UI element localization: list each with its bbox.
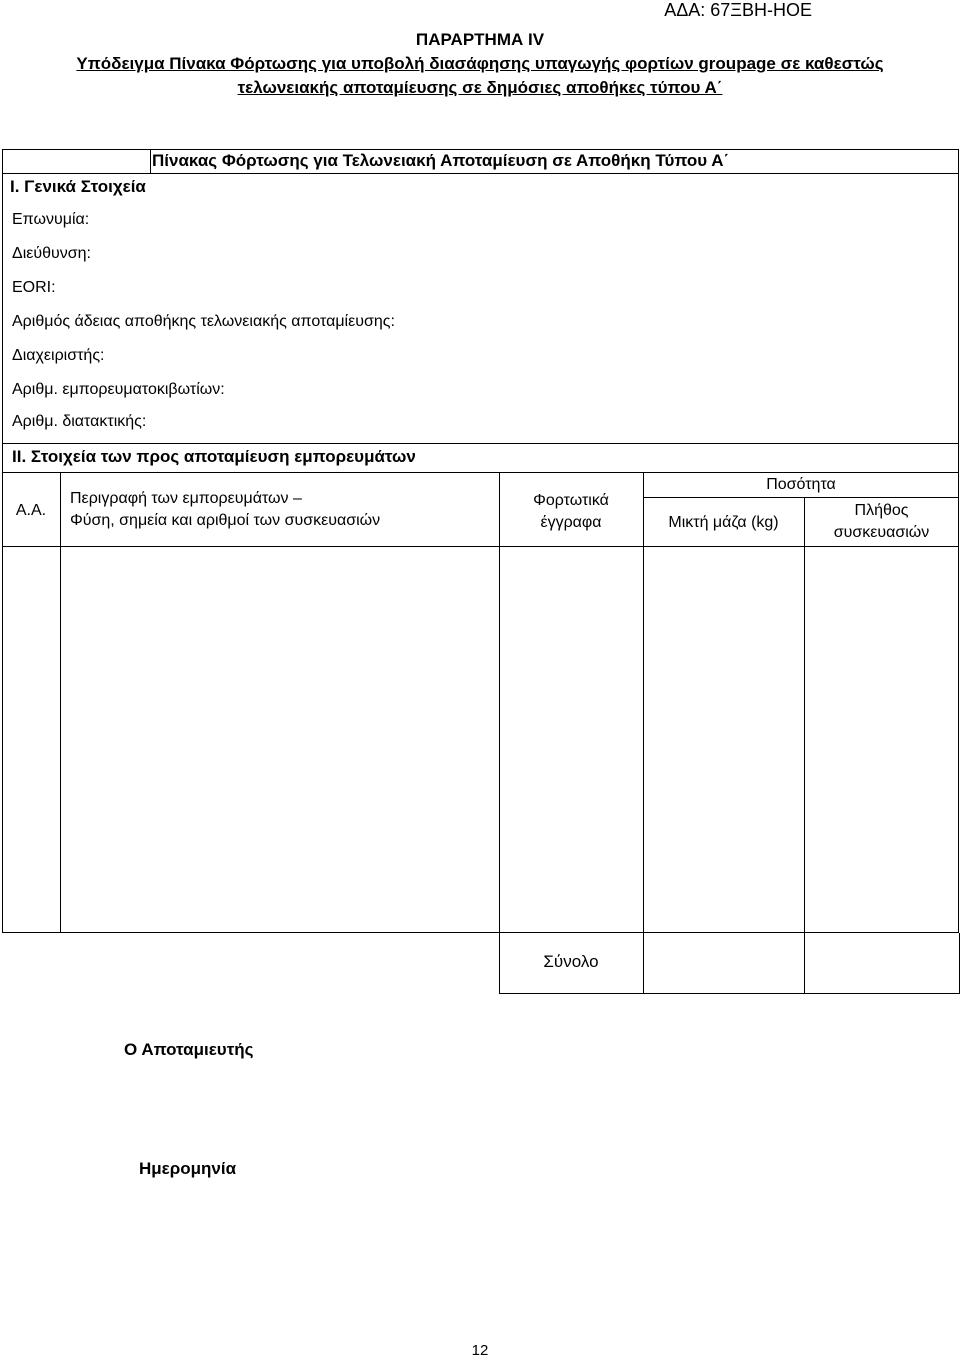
field-order-number: Αριθμ. διατακτικής: <box>12 413 147 430</box>
date-label: Ημερομηνία <box>139 1159 237 1178</box>
field-manager: Διαχειριστής: <box>12 347 105 364</box>
col-header-packages-line2: συσκευασιών <box>833 524 930 541</box>
col-divider-documents <box>643 472 644 994</box>
col-header-documents <box>499 490 643 534</box>
col-header-description <box>70 488 380 532</box>
goods-table-body <box>2 546 959 933</box>
field-address: Διεύθυνση: <box>12 245 91 262</box>
col-divider-description <box>499 472 500 994</box>
quantity-subheader-rule <box>643 497 959 498</box>
col-divider-aa <box>60 472 61 933</box>
section-divider <box>2 443 959 444</box>
col-header-aa: Α.Α. <box>15 502 47 519</box>
col-header-description-line2: Φύση, σημεία και αριθμοί των συσκευασιών <box>70 512 381 529</box>
subtitle-line-2: τελωνειακής αποταμίευσης σε δημόσιες αποθήκες τύπου Α΄ <box>237 78 723 97</box>
col-header-documents-line2: έγγραφα <box>540 514 602 531</box>
field-eori: EORI: <box>12 279 56 296</box>
field-company-name: Επωνυμία: <box>12 211 90 228</box>
subtitle-line-1: Υπόδειγμα Πίνακα Φόρτωσης για υποβολή διασάφησης υπαγωγής φορτίων groupage σε καθεστώς <box>76 54 884 73</box>
total-row-bottom <box>499 993 959 994</box>
header-row-top <box>2 472 959 473</box>
field-containers: Αριθμ. εμπορευματοκιβωτίων: <box>12 381 225 398</box>
col-header-packages-line1: Πλήθος <box>854 502 909 519</box>
total-label: Σύνολο <box>543 952 599 971</box>
ada-code: ΑΔΑ: 67ΞΒΗ-ΗΟΕ <box>664 0 812 20</box>
col-header-quantity: Ποσότητα <box>766 476 836 493</box>
page-number: 12 <box>471 1342 489 1359</box>
table-top-rule <box>2 173 959 174</box>
col-header-gross-mass: Μικτή μάζα (kg) <box>668 514 779 531</box>
annex-title: ΠΑΡΑΡΤΗΜΑ IV <box>415 30 545 49</box>
col-header-packages <box>804 500 959 544</box>
field-warehouse-license: Αριθμός άδειας αποθήκης τελωνειακής αποταμίευσης: <box>12 313 395 330</box>
table-title-divider <box>150 149 151 174</box>
col-header-documents-line1: Φορτωτικά <box>533 492 609 509</box>
col-header-description-line1: Περιγραφή των εμπορευμάτων – <box>70 490 302 507</box>
col-divider-mass <box>804 497 805 994</box>
section-goods-data: ΙΙ. Στοιχεία των προς αποταμίευση εμπορευμάτων <box>12 447 416 466</box>
section-general-data: Ι. Γενικά Στοιχεία <box>10 177 146 196</box>
table-title: Πίνακας Φόρτωσης για Τελωνειακή Αποταμίευση σε Αποθήκη Τύπου Α΄ <box>152 151 730 170</box>
depositor-signature-label: Ο Αποταμιευτής <box>124 1040 254 1059</box>
